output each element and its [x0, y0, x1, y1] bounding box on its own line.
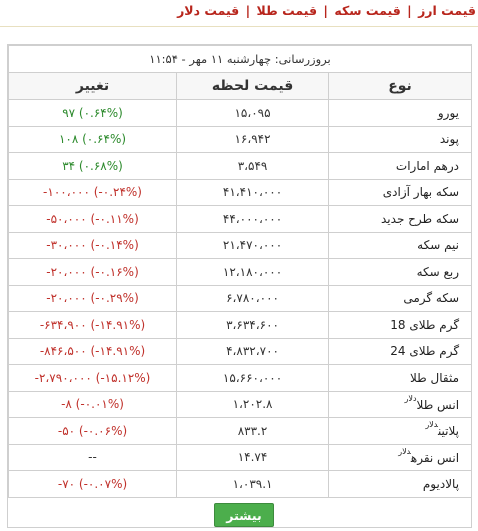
- item-name: سکه طرح جدید: [381, 211, 460, 226]
- item-name: یورو: [437, 105, 460, 120]
- item-name: گرم طلای 18: [390, 317, 460, 332]
- table-row: [9, 312, 472, 339]
- item-change: -۲۰،۰۰۰ (-۰.۲۹%): [9, 285, 177, 312]
- update-row: [9, 46, 472, 73]
- table-row: [9, 418, 472, 445]
- item-price: ۱۲،۱۸۰،۰۰۰: [177, 259, 329, 286]
- item-name-cell: [329, 365, 472, 392]
- table-row: [9, 391, 472, 418]
- item-name: انس طلا: [416, 397, 460, 412]
- item-change: -۸۴۶،۵۰۰ (-۱۴.۹۱%): [9, 338, 177, 365]
- item-price: ۱۵،۶۶۰،۰۰۰: [177, 365, 329, 392]
- item-name: پلاتین: [437, 424, 460, 439]
- item-name-cell: [329, 259, 472, 286]
- column-header-change: تغییر: [9, 73, 177, 100]
- price-links-bar: [0, 0, 478, 27]
- item-price: ۴۴،۰۰۰،۰۰۰: [177, 206, 329, 233]
- item-name: گرم طلای 24: [390, 344, 460, 359]
- item-name-cell: [329, 285, 472, 312]
- column-header-name: نوع: [329, 73, 472, 100]
- item-change: -۶۳۴،۹۰۰ (-۱۴.۹۱%): [9, 312, 177, 339]
- table-row: [9, 285, 472, 312]
- table-row: [9, 232, 472, 259]
- item-change: -۱۰۰،۰۰۰ (-۰.۲۴%): [9, 179, 177, 206]
- item-change: ۳۴ (۰.۶۸%): [9, 153, 177, 180]
- table-row: [9, 206, 472, 233]
- item-change: -۵۰،۰۰۰ (-۰.۱۱%): [9, 206, 177, 233]
- item-price: ۴،۸۳۲،۷۰۰: [177, 338, 329, 365]
- item-name-cell: [329, 418, 472, 445]
- price-table-panel: [7, 44, 472, 528]
- table-header-row: [9, 73, 472, 100]
- item-name-cell: [329, 338, 472, 365]
- item-price: ۶،۷۸۰،۰۰۰: [177, 285, 329, 312]
- table-row: [9, 153, 472, 180]
- link-dollar-price[interactable]: قیمت دلار: [177, 3, 240, 18]
- more-button[interactable]: بیشتر: [214, 503, 274, 527]
- item-price: ۸۳۳.۲: [177, 418, 329, 445]
- item-name: نیم سکه: [417, 238, 460, 253]
- item-name: سکه بهار آزادی: [382, 185, 460, 200]
- item-price: ۴۱،۴۱۰،۰۰۰: [177, 179, 329, 206]
- table-row: [9, 259, 472, 286]
- item-name: انس نقره: [410, 450, 460, 465]
- unit-label: دلار: [425, 420, 438, 430]
- item-name: مثقال طلا: [410, 370, 460, 385]
- item-change: ۹۷ (۰.۶۴%): [9, 100, 177, 127]
- link-coin-price[interactable]: قیمت سکه: [334, 3, 401, 18]
- link-gold-price[interactable]: قیمت طلا: [256, 3, 318, 18]
- item-price: ۲۱،۴۷۰،۰۰۰: [177, 232, 329, 259]
- item-name-cell: [329, 312, 472, 339]
- item-price: ۱،۰۳۹.۱: [177, 471, 329, 498]
- item-change: ۱۰۸ (۰.۶۴%): [9, 126, 177, 153]
- item-price: ۱۴.۷۴: [177, 444, 329, 471]
- unit-label: دلار: [398, 446, 411, 456]
- item-price: ۳،۵۴۹: [177, 153, 329, 180]
- unit-label: دلار: [404, 393, 417, 403]
- item-change: -۵۰ (-۰.۰۶%): [9, 418, 177, 445]
- item-name-cell: [329, 100, 472, 127]
- table-row: [9, 338, 472, 365]
- item-name-cell: [329, 471, 472, 498]
- item-change: -۲۰،۰۰۰ (-۰.۱۶%): [9, 259, 177, 286]
- item-price: ۱،۲۰۲.۸: [177, 391, 329, 418]
- table-row: [9, 365, 472, 392]
- table-row: [9, 471, 472, 498]
- link-separator: |: [407, 3, 412, 18]
- item-name-cell: [329, 206, 472, 233]
- item-price: ۱۵،۰۹۵: [177, 100, 329, 127]
- link-separator: |: [245, 3, 251, 18]
- item-name-cell: [329, 444, 472, 471]
- item-name-cell: [329, 179, 472, 206]
- item-change: -۲،۷۹۰،۰۰۰ (-۱۵.۱۲%): [9, 365, 177, 392]
- link-separator: |: [323, 3, 328, 18]
- table-row: [9, 179, 472, 206]
- item-name-cell: [329, 126, 472, 153]
- item-name-cell: [329, 391, 472, 418]
- item-name: درهم امارات: [395, 158, 460, 173]
- last-update-text: بروزرسانی: چهارشنبه ۱۱ مهر - ۱۱:۵۴: [9, 46, 472, 73]
- item-change: -۸ (-۰.۰۱%): [9, 391, 177, 418]
- table-row: [9, 444, 472, 471]
- item-price: ۳،۶۳۴،۶۰۰: [177, 312, 329, 339]
- item-name: سکه گرمی: [403, 291, 460, 306]
- item-name: پالادیوم: [422, 476, 460, 491]
- price-table: [8, 45, 472, 498]
- item-name-cell: [329, 232, 472, 259]
- item-name: ربع سکه: [416, 264, 460, 279]
- table-row: [9, 126, 472, 153]
- item-name-cell: [329, 153, 472, 180]
- link-currency-price[interactable]: قیمت ارز: [418, 3, 476, 18]
- item-change: --: [9, 444, 177, 471]
- item-price: ۱۶،۹۴۲: [177, 126, 329, 153]
- table-row: [9, 100, 472, 127]
- item-name: پوند: [439, 132, 460, 147]
- column-header-price: قیمت لحظه: [177, 73, 329, 100]
- item-change: -۳۰،۰۰۰ (-۰.۱۴%): [9, 232, 177, 259]
- item-change: -۷۰ (-۰.۰۷%): [9, 471, 177, 498]
